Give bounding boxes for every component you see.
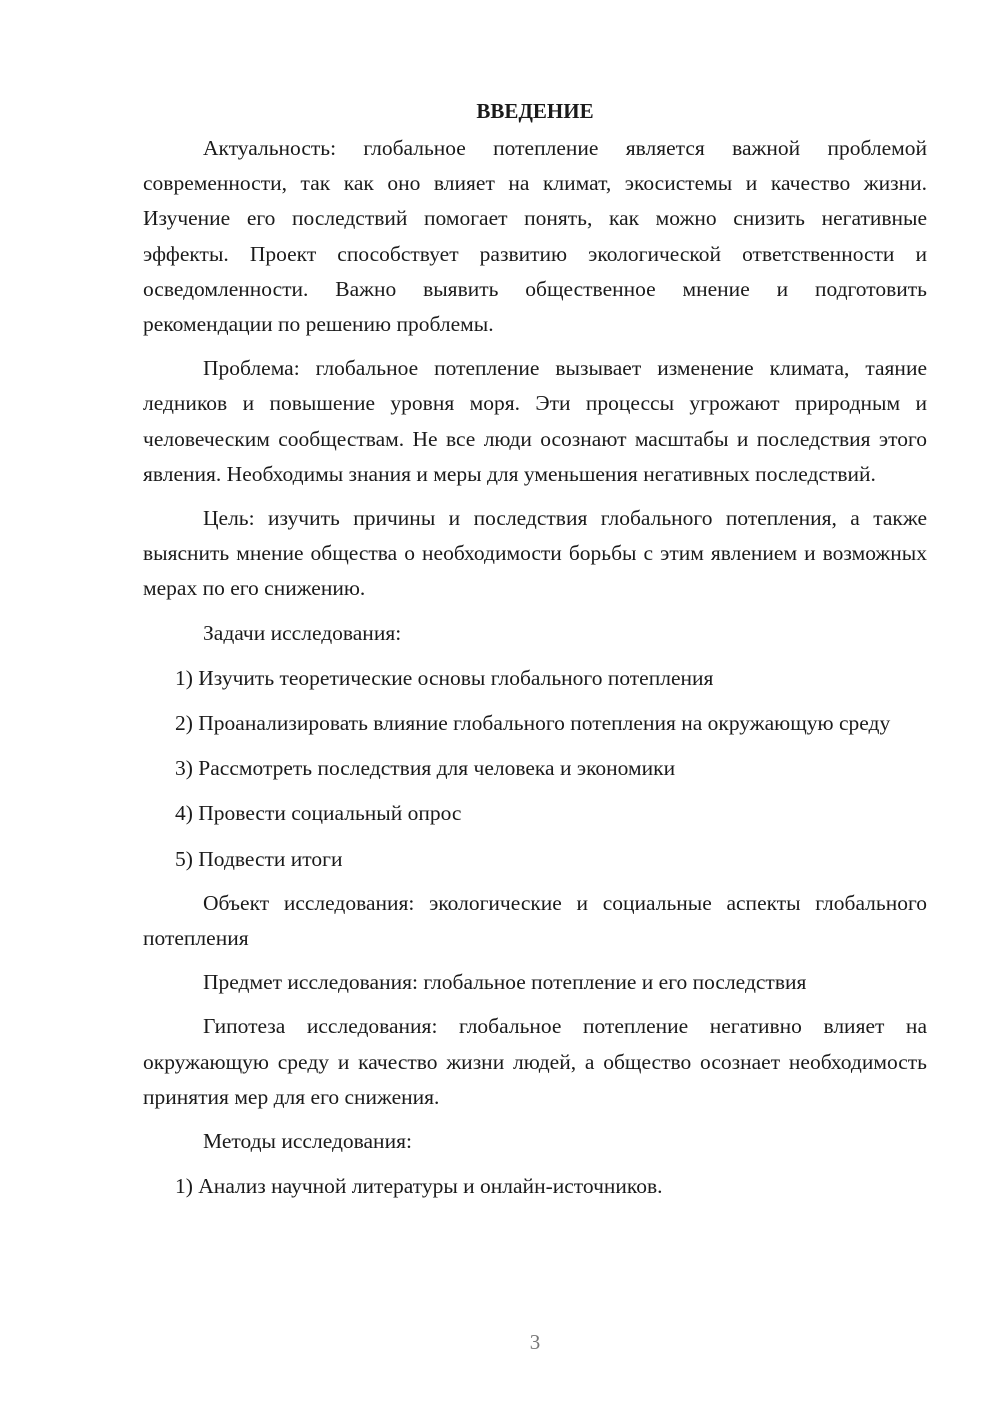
methods-heading: Методы исследования: <box>203 1129 412 1154</box>
method-item: 1) Анализ научной литературы и онлайн-источников. <box>175 1174 663 1199</box>
task-item: 4) Провести социальный опрос <box>175 801 462 826</box>
tasks-heading: Задачи исследования: <box>203 620 402 645</box>
goal-paragraph: Цель: изучить причины и последствия глобального потепления, а также выяснить мнение общества о необходимости борьбы с этим явлением и возможных мерах по его снижению. <box>143 506 927 601</box>
section-title: ВВЕДЕНИЕ <box>476 99 594 123</box>
object-paragraph: Объект исследования: экологические и социальные аспекты глобального потепления <box>143 890 927 951</box>
task-item: 2) Проанализировать влияние глобального потепления на окружающую среду <box>175 711 891 736</box>
task-item: 5) Подвести итоги <box>175 846 343 871</box>
relevance-paragraph: Актуальность: глобальное потепление является важной проблемой современности, так как оно влияет на климат, экосистемы и качество жизни. Изучение его последствий помогает понять, как можно снизить негативные эффекты. Проект способствует развитию экологической ответственности и осведомленности. Важно выявить общественное мнение и подготовить рекомендации по решению проблемы. <box>143 136 927 337</box>
subject-paragraph: Предмет исследования: глобальное потепление и его последствия <box>203 970 807 995</box>
document-page <box>143 96 927 1204</box>
problem-paragraph: Проблема: глобальное потепление вызывает изменение климата, таяние ледников и повышение уровня моря. Эти процессы угрожают природным и человеческим сообществам. Не все люди осознают масштабы и последствия этого явления. Необходимы знания и меры для уменьшения негативных последствий. <box>143 356 927 486</box>
task-item: 1) Изучить теоретические основы глобального потепления <box>175 665 714 690</box>
task-item: 3) Рассмотреть последствия для человека и экономики <box>175 756 676 781</box>
hypothesis-paragraph: Гипотеза исследования: глобальное потепление негативно влияет на окружающую среду и качество жизни людей, а общество осознает необходимость принятия мер для его снижения. <box>143 1014 927 1109</box>
page-number: 3 <box>529 1330 541 1354</box>
